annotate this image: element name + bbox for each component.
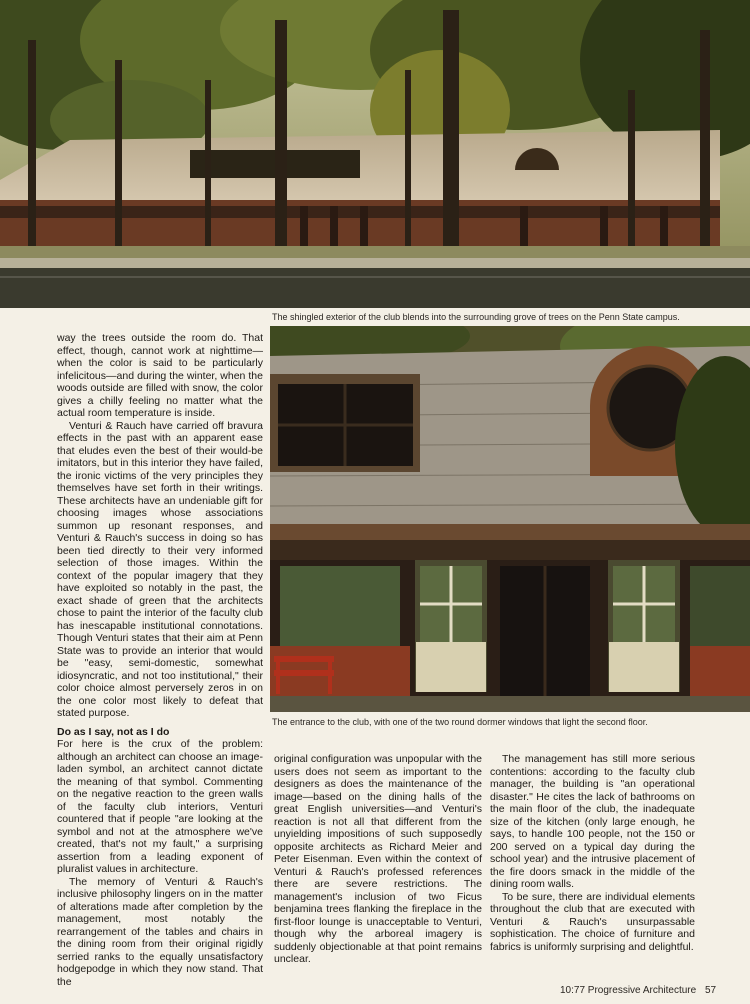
text-column-1 [57, 332, 263, 988]
exterior-photo-illustration [0, 0, 750, 308]
top-photo-caption: The shingled exterior of the club blends into the surrounding grove of trees on the Penn State campus. [272, 312, 680, 322]
page-number: 57 [705, 985, 717, 996]
footer-issue-title: 10:77 Progressive Architecture [560, 985, 697, 996]
text-column-3 [490, 753, 695, 953]
top-photo [0, 0, 750, 308]
column2-paragraph: original configuration was unpopular with the users does not seem as important to the designers as does the maintenance of the image—based on the dining halls of the great English universities—and Venturi's reaction is not all that different from the unyielding impositions of such supposedly opposite architects as Richard Meier and Peter Eisenman. Even within the context of Venturi & Rauch's professed references there are severe restrictions. The management's inclusion of two Ficus benjamina trees flanking the fireplace in the first-floor lounge is unacceptable to Venturi, though why the arboreal imagery is suddenly objectionable at that point remains unclear. [274, 753, 482, 965]
section-heading: Do as I say, not as I do [57, 725, 170, 738]
column1-paragraph-3: For here is the crux of the problem: although an architect can choose an image-laden symbol, an architect cannot dictate the meaning of that symbol. Commenting on the negative reaction to the green walls of the faculty club interiors, Venturi countered that if people "are looking at the symbol and not at the atmosphere we've created, that's not my fault," a surprising assertion from a leading exponent of pluralist values in architecture. [57, 738, 263, 875]
entrance-photo-illustration [270, 326, 750, 712]
column3-paragraph-1: The management has still more serious contentions: according to the faculty club manager, the building is "an operational disaster." He cites the lack of bathrooms on the main floor of the club, the inadequate size of the kitchen (only large enough, he says, to handle 100 people, not the 150 or 200 served on a typical day during the school year) and the intrusive placement of the fire doors smack in the middle of the dining room walls. [490, 753, 695, 890]
column1-paragraph-4: The memory of Venturi & Rauch's inclusive philosophy lingers on in the matter of alterations made after completion by the management, most notably the rearrangement of the tables and chairs in the dining room from their original rigidly serried ranks to the equally unsatisfactory hodgepodge in which they now stand. That the [57, 875, 263, 988]
column3-paragraph-2: To be sure, there are individual elements throughout the club that are executed with Venturi & Rauch's unsurpassable sophistication. The choice of furniture and fabrics is uniformly surprising and delightful. [490, 890, 695, 953]
column1-paragraph-2: Venturi & Rauch have carried off bravura effects in the past with an apparent ease that eludes even the best of their would-be imitators, but in this interior they have failed, the ironic victims of the very principles they themselves have set forth in their writings. These architects have an undeniable gift for choosing images whose associations summon up resonant responses, and Venturi & Rauch's success in doing so has been tied directly to their very informed selection of those images. Within the context of the popular imagery that they have exploited so notably in the past, the exact shade of green that the architects chose to paint the interior of the faculty club has inescapable institutional connotations. Though Venturi states that their aim at Penn State was to provide an interior that would be "easy, semi-domestic, somewhat idiosyncratic, and not too institutional," their color choice almost perversely zeros in on the one color most likely to defeat that stated purpose. [57, 419, 263, 719]
entrance-photo [270, 326, 750, 712]
entrance-photo-caption: The entrance to the club, with one of the two round dormer windows that light the second floor. [272, 717, 648, 727]
column1-paragraph-1: way the trees outside the room do. That effect, though, cannot work at nighttime—when the color is said to be particularly infelicitous—and during the winter, when the woods outside are filled with snow, the color gives a chilly feeling no matter what the actual room temperature is inside. [57, 332, 263, 419]
text-column-2 [274, 753, 482, 966]
